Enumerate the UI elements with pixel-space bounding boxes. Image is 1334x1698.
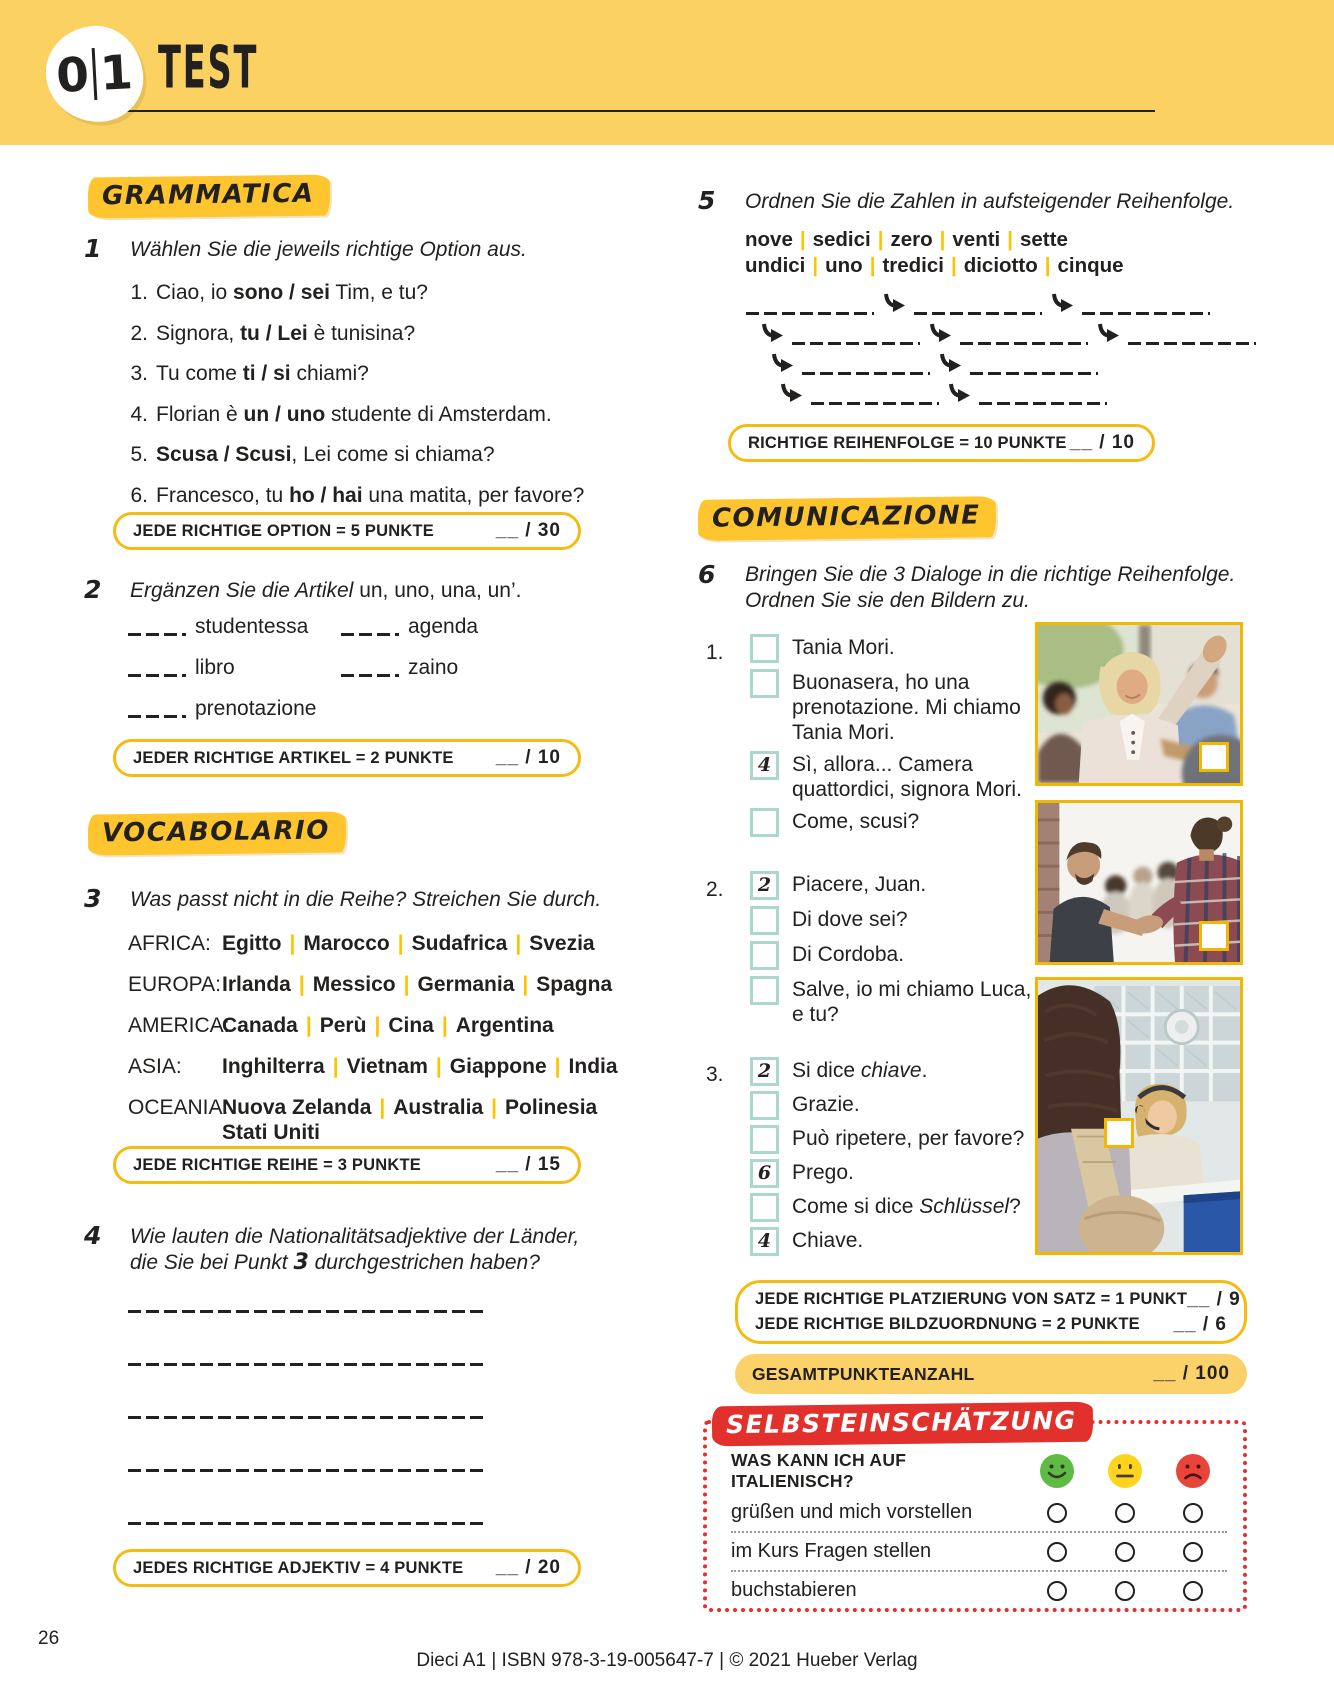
rating-cell [1159, 1503, 1227, 1523]
score-box-ex5 [728, 424, 1155, 462]
exercise1-item [122, 484, 584, 508]
sequence-checkbox[interactable] [750, 1193, 779, 1222]
dialog-text: Grazie. [792, 1093, 860, 1116]
dialog-1-label: 1. [706, 641, 724, 664]
rating-radio[interactable] [1115, 1581, 1135, 1601]
item-number: 2. [130, 321, 148, 345]
curved-arrow-icon [1050, 293, 1074, 318]
item-number: 1. [130, 281, 148, 304]
rating-cell [1023, 1503, 1091, 1523]
number-word: cinque [1057, 254, 1124, 277]
separator-pipe: | [298, 973, 305, 996]
sequence-checkbox[interactable] [750, 808, 779, 837]
score-value-field[interactable]: __ / 30 [495, 520, 561, 541]
separator-pipe: | [522, 973, 529, 996]
score-box-ex6 [735, 1280, 1247, 1344]
number-word: sedici [812, 228, 871, 251]
self-assessment-heading-wrap [712, 1404, 1093, 1444]
ordering-blank-field[interactable] [802, 372, 930, 375]
dialog-line [750, 976, 1032, 1027]
item-number: 5. [130, 443, 148, 466]
ex1-items [122, 281, 584, 508]
dialog-line [750, 751, 1032, 802]
continent-row [128, 1013, 618, 1038]
separator-pipe: | [397, 932, 404, 955]
item-number: 4. [130, 402, 148, 426]
dialog-text: Tania Mori. [792, 636, 895, 659]
country-name[interactable]: Canada [222, 1014, 298, 1037]
country-name[interactable]: Polinesia [505, 1096, 598, 1119]
section-heading-comunicazione: COMUNICAZIONE [698, 496, 997, 541]
article-blank-field[interactable] [128, 633, 186, 636]
item-number: 3. [130, 362, 148, 385]
curved-arrow-icon [1050, 293, 1074, 312]
item-text: Scusa / Scusi, Lei come si chiama? [156, 443, 495, 466]
sequence-checkbox[interactable] [750, 976, 779, 1005]
rating-radio[interactable] [1047, 1581, 1067, 1601]
ex5-instruction: Ordnen Sie die Zahlen in aufsteigender Reihenfolge. [745, 190, 1235, 213]
continent-label: EUROPA: [128, 973, 221, 996]
separator-pipe: | [939, 228, 946, 251]
dialog-text: Piacere, Juan. [792, 873, 927, 896]
sequence-checkbox[interactable] [750, 871, 779, 900]
dialog-text: Di Cordoba. [792, 943, 905, 966]
ordering-blank-field[interactable] [970, 372, 1098, 375]
dialog-text: Prego. [792, 1161, 854, 1184]
ex5-number: 5 [698, 186, 716, 215]
separator-pipe: | [869, 254, 876, 277]
dialog-3-label: 3. [706, 1063, 724, 1086]
article-blank-field[interactable] [341, 633, 399, 636]
skill-label: buchstabieren [731, 1579, 857, 1601]
separator-pipe: | [799, 228, 806, 251]
score-label: JEDE RICHTIGE REIHE = 3 PUNKTE [133, 1155, 421, 1174]
curved-arrow-icon [760, 323, 784, 342]
photo-handshake-introduction [1035, 800, 1243, 965]
ex2-number: 2 [84, 575, 102, 604]
curved-arrow-icon [770, 353, 794, 378]
ex5-words-line1 [745, 227, 1124, 253]
dialog-2-items [750, 871, 1032, 1033]
score-value-field[interactable]: __ / 9 [1187, 1288, 1241, 1310]
number-word: undici [745, 254, 806, 277]
dialog-line [750, 808, 1032, 837]
article-blank-field[interactable] [128, 674, 186, 677]
country-name[interactable]: Nuova Zelanda [222, 1096, 372, 1119]
country-name[interactable]: Marocco [303, 932, 390, 955]
country-name[interactable]: Svezia [529, 932, 595, 955]
section-comunicazione [698, 498, 996, 539]
dialog-text: Di dove sei? [792, 908, 908, 931]
dialog-text: Si dice chiave. [792, 1059, 928, 1082]
ex3-rows [128, 931, 618, 1161]
curved-arrow-icon [947, 383, 971, 402]
ordering-blank-row [746, 288, 1256, 318]
separator-pipe: | [554, 1055, 561, 1078]
total-label: GESAMTPUNKTEANZAHL [752, 1363, 975, 1384]
article-blank-item [128, 656, 341, 680]
separator-pipe: | [1007, 228, 1013, 251]
answer-write-line[interactable] [128, 1363, 484, 1366]
article-blank-field[interactable] [341, 674, 399, 677]
dialog-text: Sì, allora... Camera quattordici, signora Mori. [792, 753, 1022, 801]
separator-pipe: | [374, 1014, 381, 1037]
sequence-checkbox[interactable] [750, 941, 779, 970]
score-label: RICHTIGE REIHENFOLGE = 10 PUNKTE [748, 433, 1067, 452]
dialog-line [750, 634, 1032, 663]
section-heading-grammatica: GRAMMATICA [88, 175, 331, 219]
score-label: JEDER RICHTIGE ARTIKEL = 2 PUNKTE [133, 748, 454, 767]
ex4-instruction: Wie lauten die Nationalitätsadjektive der Länder, die Sie bei Punkt 3 durchgestrichen haben? [130, 1225, 580, 1275]
separator-pipe: | [379, 1096, 386, 1119]
article-blank-item [341, 656, 554, 680]
exercise1-item [122, 403, 584, 427]
noun-label: prenotazione [195, 697, 317, 720]
dialog-line [750, 871, 1032, 900]
self-assessment-question: WAS KANN ICH AUF ITALIENISCH? [731, 1450, 907, 1491]
sequence-checkbox[interactable] [750, 669, 779, 698]
separator-pipe: | [403, 973, 410, 996]
separator-pipe: | [515, 932, 522, 955]
number-word: sette [1020, 228, 1068, 251]
score-box-ex2 [113, 739, 581, 777]
country-list [222, 1095, 597, 1145]
item-number: 6. [130, 483, 148, 507]
photo-hotel-reception [1035, 977, 1243, 1255]
score-value-field[interactable]: __ / 6 [1173, 1313, 1227, 1335]
self-assessment-row [731, 1494, 1227, 1531]
ex4-write-lines [128, 1310, 484, 1575]
unit-divider [92, 48, 98, 100]
score-box-ex4 [113, 1549, 581, 1587]
country-name[interactable]: Sudafrica [411, 932, 508, 955]
dialog-2-label: 2. [706, 878, 724, 901]
rating-cell [1023, 1542, 1091, 1562]
exercise1-item [122, 362, 584, 386]
answer-write-line[interactable] [128, 1469, 484, 1472]
continent-label: AMERICA: [128, 1014, 230, 1037]
handwritten-number: 2 [757, 874, 772, 896]
country-name[interactable]: Inghilterra [222, 1055, 325, 1078]
photo-2-answer-box[interactable] [1199, 921, 1229, 951]
ex5-words-line2 [745, 253, 1124, 279]
self-assessment-box [703, 1420, 1247, 1612]
curved-arrow-icon [928, 323, 952, 342]
article-blank-field[interactable] [128, 715, 186, 718]
article-blank-item [341, 615, 554, 639]
rating-cell [1091, 1503, 1159, 1523]
dialog-text: Chiave. [792, 1229, 864, 1252]
country-name[interactable]: Germania [417, 973, 515, 996]
rating-cell [1159, 1581, 1227, 1601]
section-heading-vocabolario: VOCABOLARIO [88, 811, 346, 855]
dialog-3-items [750, 1057, 1024, 1261]
curved-arrow-icon [938, 353, 962, 378]
noun-label: studentessa [195, 615, 309, 638]
ex1-instruction: Wählen Sie die jeweils richtige Option aus. [130, 238, 527, 261]
dialog-line [750, 1159, 1024, 1188]
separator-pipe: | [435, 1055, 442, 1078]
country-name[interactable]: Messico [312, 973, 396, 996]
sequence-checkbox[interactable] [750, 751, 779, 780]
country-name[interactable]: Australia [393, 1096, 484, 1119]
country-name[interactable]: Cina [388, 1014, 434, 1037]
skill-label: grüßen und mich vorstellen [731, 1501, 973, 1523]
rating-radio[interactable] [1115, 1542, 1135, 1562]
handwritten-number: 4 [757, 754, 772, 776]
dialog-text: Come si dice Schlüssel? [792, 1195, 1021, 1218]
country-name[interactable]: Argentina [455, 1014, 554, 1037]
page-number: 26 [38, 1628, 60, 1649]
self-assessment-row [731, 1570, 1227, 1609]
continent-label: OCEANIA: [128, 1096, 229, 1119]
country-name[interactable]: Vietnam [346, 1055, 428, 1078]
ex4-number: 4 [84, 1221, 102, 1250]
curved-arrow-icon [1096, 323, 1120, 342]
ordering-blank-field[interactable] [1128, 342, 1256, 345]
sequence-checkbox[interactable] [750, 1227, 779, 1256]
score-value-field[interactable]: __ / 10 [495, 747, 561, 768]
number-word: diciotto [963, 254, 1038, 277]
country-list [222, 1013, 554, 1038]
handwritten-number: 4 [757, 1230, 772, 1252]
photo-1-answer-box[interactable] [1199, 742, 1229, 772]
ex1-number: 1 [84, 234, 102, 263]
item-text: Francesco, tu ho / hai una matita, per favore? [156, 483, 585, 507]
separator-pipe: | [1044, 254, 1051, 277]
ordering-blank-field[interactable] [792, 342, 920, 345]
rating-cell [1023, 1581, 1091, 1601]
sad-face-icon [1159, 1453, 1227, 1489]
score-value-field[interactable]: __ / 15 [495, 1154, 561, 1175]
ordering-blank-row [746, 348, 1256, 378]
country-list [222, 972, 612, 997]
rating-radio[interactable] [1047, 1503, 1067, 1523]
ordering-blank-field[interactable] [960, 342, 1088, 345]
hotel-reception-illustration [1038, 980, 1240, 1252]
rating-radio[interactable] [1047, 1542, 1067, 1562]
country-name[interactable]: Spagna [536, 973, 613, 996]
score-label: JEDE RICHTIGE OPTION = 5 PUNKTE [133, 521, 434, 540]
footer-credit: Dieci A1 | ISBN 978-3-19-005647-7 | © 2021 Hueber Verlag [416, 1650, 918, 1671]
handwritten-number: 6 [757, 1162, 772, 1184]
answer-write-line[interactable] [128, 1310, 484, 1313]
ordering-blank-row [746, 318, 1256, 348]
continent-label: ASIA: [128, 1055, 182, 1078]
ex6-number: 6 [698, 560, 716, 589]
answer-write-line[interactable] [128, 1522, 484, 1525]
score-label: JEDE RICHTIGE PLATZIERUNG VON SATZ = 1 PUNKT [755, 1290, 1188, 1308]
skill-label: im Kurs Fragen stellen [731, 1540, 932, 1562]
country-name[interactable]: Irlanda [222, 973, 291, 996]
self-assessment-header [707, 1450, 1243, 1492]
happy-face-icon [1023, 1453, 1091, 1489]
ordering-blank-field[interactable] [746, 312, 874, 315]
separator-pipe: | [289, 932, 296, 955]
ordering-blank-field[interactable] [979, 402, 1107, 405]
total-value-field[interactable]: __ / 100 [1153, 1363, 1230, 1384]
sequence-checkbox[interactable] [750, 1125, 779, 1154]
dialog-text: Può ripetere, per favore? [792, 1127, 1025, 1150]
sequence-checkbox[interactable] [750, 634, 779, 663]
curved-arrow-icon [779, 383, 803, 408]
item-text: Tu come ti / si chiami? [156, 362, 369, 385]
dialog-line [750, 941, 1032, 970]
country-name[interactable]: Egitto [222, 932, 282, 955]
unit-number-badge: 0 1 [44, 24, 146, 125]
country-list [222, 931, 595, 956]
score-value-field[interactable]: __ / 20 [495, 1557, 561, 1578]
continent-row [128, 1095, 618, 1145]
answer-write-line[interactable] [128, 1416, 484, 1419]
ex4-ref-number: 3 [293, 1250, 309, 1275]
dialog-text: Salve, io mi chiamo Luca, e tu? [792, 978, 1032, 1026]
ex2-items [128, 615, 554, 721]
separator-pipe: | [950, 254, 957, 277]
exercise1-item [122, 443, 584, 467]
score-label: JEDES RICHTIGE ADJEKTIV = 4 PUNKTE [133, 1558, 464, 1577]
separator-pipe: | [812, 254, 819, 277]
sequence-checkbox[interactable] [750, 1057, 779, 1086]
rating-radio[interactable] [1183, 1503, 1203, 1523]
unit-number: 0 [54, 46, 91, 104]
ordering-blank-field[interactable] [914, 312, 1042, 315]
country-name[interactable]: India [568, 1055, 618, 1078]
dialog-line [750, 1193, 1024, 1222]
handwritten-number: 2 [757, 1060, 772, 1082]
rating-cell [1091, 1542, 1159, 1562]
exercise1-item [122, 281, 584, 305]
exercise1-item [122, 322, 584, 346]
item-text: Florian è un / uno studente di Amsterdam. [156, 402, 552, 426]
dialog-line [750, 1227, 1024, 1256]
separator-pipe: | [491, 1096, 498, 1119]
sequence-checkbox[interactable] [750, 1159, 779, 1188]
dialog-line [750, 1091, 1024, 1120]
item-text: Ciao, io sono / sei Tim, e tu? [156, 281, 428, 304]
dialog-text: Come, scusi? [792, 810, 920, 833]
noun-label: agenda [408, 615, 479, 638]
ex2-instruction: Ergänzen Sie die Artikel un, uno, una, un’. [130, 579, 522, 602]
ex5-blank-rows [746, 288, 1256, 408]
total-score-box [735, 1354, 1247, 1394]
dialog-line [750, 669, 1032, 745]
article-blank-item [128, 697, 341, 721]
curved-arrow-icon [928, 323, 952, 348]
article-blank-item [128, 615, 341, 639]
ex3-number: 3 [84, 884, 102, 913]
dialog-line [750, 1125, 1024, 1154]
curved-arrow-icon [938, 353, 962, 372]
header-band [0, 0, 1334, 145]
sequence-checkbox[interactable] [750, 906, 779, 935]
dialog-1-items [750, 634, 1032, 843]
score-box-ex1 [113, 512, 581, 550]
score-box-ex3 [113, 1146, 581, 1184]
country-name[interactable]: Giappone [449, 1055, 547, 1078]
number-word: tredici [882, 254, 944, 277]
page-title: TEST [158, 34, 259, 103]
continent-row [128, 1054, 618, 1079]
separator-pipe: | [441, 1014, 448, 1037]
self-assessment-rows [707, 1494, 1243, 1609]
country-name[interactable]: Stati Uniti [222, 1121, 320, 1144]
rating-cell [1159, 1542, 1227, 1562]
score-label: JEDE RICHTIGE BILDZUORDNUNG = 2 PUNKTE [755, 1315, 1140, 1333]
dialog-line [750, 1057, 1024, 1086]
number-word: zero [890, 228, 933, 251]
noun-label: zaino [408, 656, 459, 679]
number-word: nove [745, 228, 793, 251]
ex6-instruction: Bringen Sie die 3 Dialoge in die richtige Reihenfolge. Ordnen Sie sie den Bildern zu. [745, 563, 1236, 612]
country-list [222, 1054, 618, 1079]
continent-label: AFRICA: [128, 932, 211, 955]
photo-classroom-raised-hand [1035, 622, 1243, 786]
noun-label: libro [195, 656, 235, 679]
continent-row [128, 931, 618, 956]
curved-arrow-icon [1096, 323, 1120, 348]
rating-cell [1091, 1581, 1159, 1601]
section-heading-selbsteinschaetzung: SELBSTEINSCHÄTZUNG [712, 1402, 1093, 1447]
neutral-face-icon [1091, 1453, 1159, 1489]
country-name[interactable]: Perù [319, 1014, 367, 1037]
rating-radio[interactable] [1183, 1581, 1203, 1601]
score-value-field[interactable]: __ / 10 [1069, 432, 1135, 453]
separator-pipe: | [332, 1055, 339, 1078]
ex3-instruction: Was passt nicht in die Reihe? Streichen Sie durch. [130, 888, 602, 911]
section-vocabolario [88, 813, 346, 854]
item-text: Signora, tu / Lei è tunisina? [156, 321, 416, 345]
number-word: uno [825, 254, 863, 277]
section-grammatica [88, 176, 330, 217]
curved-arrow-icon [882, 293, 906, 312]
rating-radio[interactable] [1115, 1503, 1135, 1523]
dialog-line [750, 906, 1032, 935]
curved-arrow-icon [947, 383, 971, 408]
ex5-words [745, 227, 1124, 279]
curved-arrow-icon [779, 383, 803, 402]
ordering-blank-field[interactable] [1082, 312, 1210, 315]
curved-arrow-icon [760, 323, 784, 348]
self-assessment-row [731, 1531, 1227, 1570]
ordering-blank-row [746, 378, 1256, 408]
number-word: venti [952, 228, 1001, 251]
rating-radio[interactable] [1183, 1542, 1203, 1562]
separator-pipe: | [305, 1014, 312, 1037]
ordering-blank-field[interactable] [811, 402, 939, 405]
curved-arrow-icon [882, 293, 906, 318]
dialog-text: Buonasera, ho una prenotazione. Mi chiamo Tania Mori. [792, 671, 1021, 744]
continent-row [128, 972, 618, 997]
header-rule [112, 110, 1155, 112]
sequence-checkbox[interactable] [750, 1091, 779, 1120]
curved-arrow-icon [770, 353, 794, 372]
photo-3-answer-box[interactable] [1104, 1118, 1134, 1148]
separator-pipe: | [877, 228, 884, 251]
